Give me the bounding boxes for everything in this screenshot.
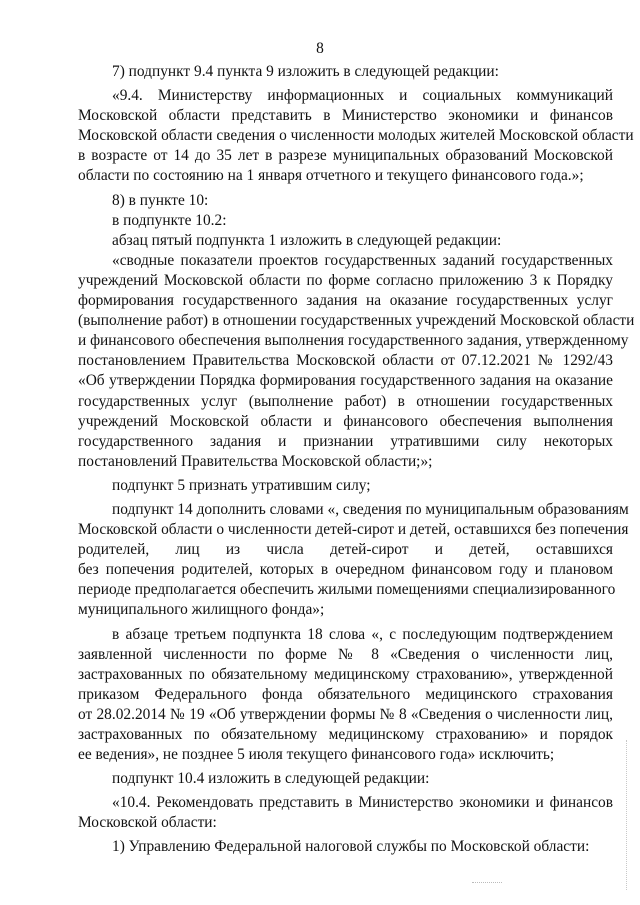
text-line: «Об утверждении Порядка формирования государственного задания на оказание [78, 372, 613, 390]
text-line: заявленной численности по форме № 8 «Сведения о численности лиц, [78, 645, 613, 663]
text-line: 7) подпункт 9.4 пункта 9 изложить в следующей редакции: [112, 63, 499, 80]
text-line: периоде предполагается обеспечить жилыми помещениями специализированного [78, 581, 616, 599]
text-line: государственного задания и признании утратившими силу некоторых [78, 432, 613, 450]
scan-edge-marks [626, 740, 631, 890]
text-line: приказом Федерального фонда обязательного медицинского страхования [78, 685, 613, 703]
scan-dots [472, 882, 502, 885]
text-line: «10.4. Рекомендовать представить в Министерство экономики и финансов [112, 794, 613, 812]
text-line: застрахованных по обязательному медицинскому страхованию» и порядок [78, 726, 613, 743]
document-body [78, 62, 635, 858]
page-number: 8 [316, 40, 324, 57]
text-line: Московской области представить в Министерство экономики и финансов [78, 107, 613, 125]
text-line: застрахованных по обязательному медицинскому страхованию», утвержденной [78, 665, 613, 683]
text-line: родителей, лиц из числа детей-сирот и детей, оставшихся [78, 541, 613, 559]
text-line: Московской области сведения о численности молодых жителей Московской области [78, 127, 634, 145]
text-line: учреждений Московской области по форме согласно приложению 3 к Порядку [78, 271, 613, 289]
text-line: подпункт 10.4 изложить в следующей редакции: [112, 770, 430, 788]
text-line: в абзаце третьем подпункта 18 слова «, с последующим подтверждением [112, 625, 613, 643]
text-line: государственных услуг (выполнение работ) в отношении государственных [78, 392, 613, 410]
text-line: 1) Управлению Федеральной налоговой службы по Московской области: [112, 838, 590, 856]
text-line: (выполнение работ) в отношении государственных учреждений Московской области [78, 312, 635, 330]
text-line: «сводные показатели проектов государственных заданий государственных [112, 251, 613, 269]
text-line: в возрасте от 14 до 35 лет в разрезе муниципальных образований Московской [78, 147, 613, 165]
text-line: абзац пятый подпункта 1 изложить в следующей редакции: [112, 231, 502, 249]
text-line: и финансового обеспечения выполнения государственного задания, утвержденному [78, 332, 629, 350]
text-line: постановлением Правительства Московской области от 07.12.2021 № 1292/43 [78, 352, 613, 370]
text-line: 8) в пункте 10: [112, 191, 209, 209]
text-line: подпункт 14 дополнить словами «, сведения по муниципальным образованиям [112, 500, 629, 518]
text-line: в подпункте 10.2: [112, 211, 227, 229]
text-line: Московской области: [78, 814, 217, 832]
text-line: без попечения родителей, которых в очередном финансовом году и плановом [78, 561, 613, 579]
text-line: «9.4. Министерству информационных и социальных коммуникаций [112, 87, 613, 105]
text-line: подпункт 5 признать утратившим силу; [112, 476, 371, 494]
text-line: учреждений Московской области и финансового обеспечения выполнения [78, 412, 613, 430]
text-line: Московской области о численности детей-сирот и детей, оставшихся без попечения [78, 521, 629, 539]
text-line: формирования государственного задания на оказание государственных услуг [78, 292, 613, 310]
text-line: области по состоянию на 1 января отчетного и текущего финансового года.»; [78, 167, 584, 185]
text-line: муниципального жилищного фонда»; [78, 601, 325, 619]
text-line: ее ведения», не позднее 5 июля текущего финансового года» исключить; [78, 746, 555, 764]
text-line: от 28.02.2014 № 19 «Об утверждении формы № 8 «Сведения о численности лиц, [78, 705, 613, 723]
text-line: постановлений Правительства Московской области;»; [78, 452, 433, 470]
